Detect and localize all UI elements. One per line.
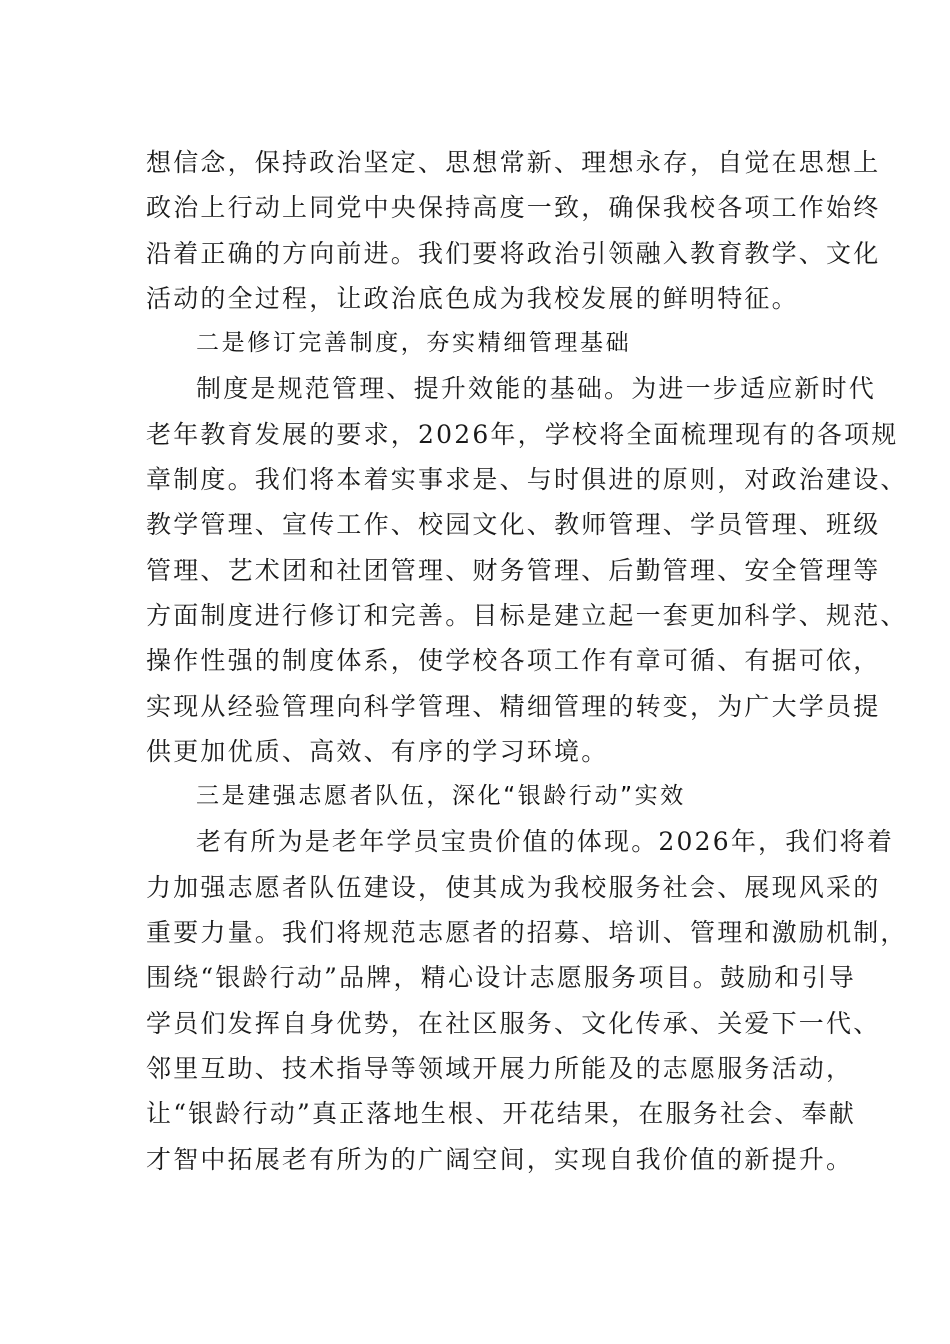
text-line: 沿着正确的方向前进。我们要将政治引领融入教育教学、文化 xyxy=(146,238,881,268)
text-line: 老年教育发展的要求，2026年，学校将全面梳理现有的各项规 xyxy=(146,419,899,449)
text-line: 学员们发挥自身优势，在社区服务、文化传承、关爱下一代、 xyxy=(146,1008,881,1038)
section-heading-volunteer-team: 三是建强志愿者队伍，深化“银龄行动”实效 xyxy=(196,783,686,810)
text-line: 围绕“银龄行动”品牌，精心设计志愿服务项目。鼓励和引导 xyxy=(146,963,856,993)
text-line: 制度是规范管理、提升效能的基础。为进一步适应新时代 xyxy=(196,374,877,404)
paragraph-political-leadership xyxy=(146,140,881,321)
paragraph-volunteer-team xyxy=(146,819,908,1181)
text-line: 实现从经验管理向科学管理、精细管理的转变，为广大学员提 xyxy=(146,691,881,721)
text-line: 教学管理、宣传工作、校园文化、教师管理、学员管理、班级 xyxy=(146,510,881,540)
text-line: 章制度。我们将本着实事求是、与时俱进的原则，对政治建设、 xyxy=(146,465,908,495)
text-line: 老有所为是老年学员宝贵价值的体现。2026年，我们将着 xyxy=(196,827,895,857)
paragraph-system-revision xyxy=(146,366,908,774)
text-line: 邻里互助、技术指导等领域开展力所能及的志愿服务活动， xyxy=(146,1053,854,1083)
text-line: 力加强志愿者队伍建设，使其成为我校服务社会、展现风采的 xyxy=(146,872,881,902)
text-line: 活动的全过程，让政治底色成为我校发展的鲜明特征。 xyxy=(146,283,799,313)
text-line: 才智中拓展老有所为的广阔空间，实现自我价值的新提升。 xyxy=(146,1144,854,1174)
text-line: 让“银龄行动”真正落地生根、开花结果，在服务社会、奉献 xyxy=(146,1099,856,1129)
section-heading-system-revision: 二是修订完善制度，夯实精细管理基础 xyxy=(196,330,632,357)
text-line: 重要力量。我们将规范志愿者的招募、培训、管理和激励机制， xyxy=(146,918,908,948)
text-line: 政治上行动上同党中央保持高度一致，确保我校各项工作始终 xyxy=(146,193,881,223)
text-line: 供更加优质、高效、有序的学习环境。 xyxy=(146,736,609,766)
text-line: 方面制度进行修订和完善。目标是建立起一套更加科学、规范、 xyxy=(146,600,908,630)
document-body xyxy=(146,140,908,1182)
text-line: 管理、艺术团和社团管理、财务管理、后勤管理、安全管理等 xyxy=(146,555,881,585)
text-line: 操作性强的制度体系，使学校各项工作有章可循、有据可依， xyxy=(146,646,881,676)
text-line: 想信念，保持政治坚定、思想常新、理想永存，自觉在思想上 xyxy=(146,148,881,177)
